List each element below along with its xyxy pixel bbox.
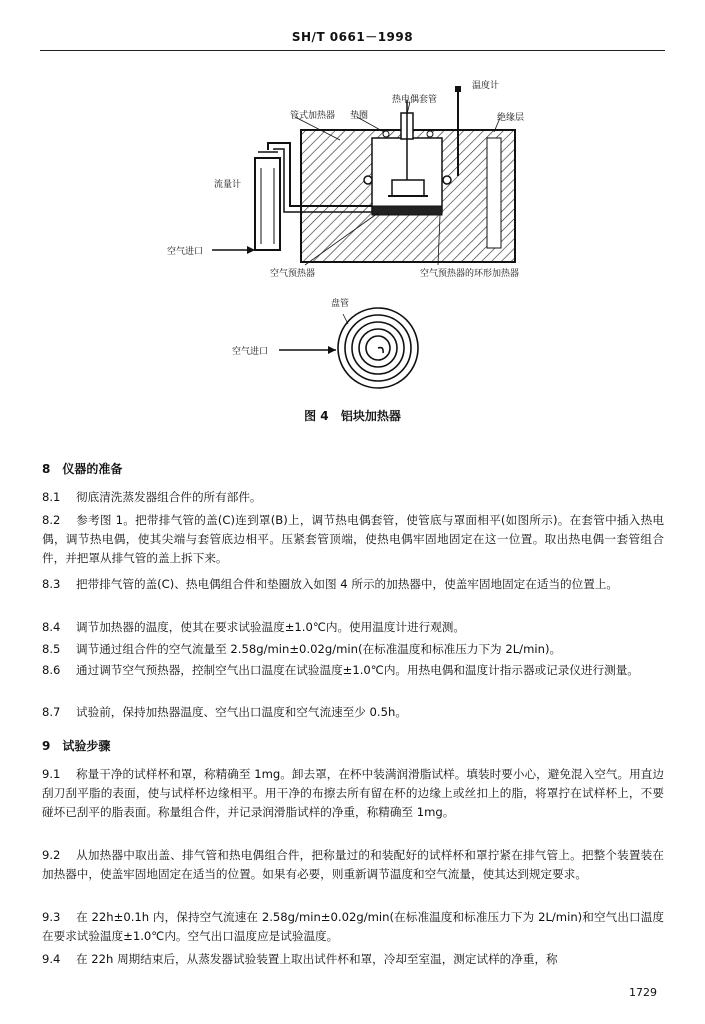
para-8-2: 8.2 参考图 1。把带排气管的盖(C)连到罩(B)上，调节热电偶套管，使管底与罩面相平(如图所示)。在套管中插入热电偶，调节热电偶，使其尖端与套管底边相平。压紧套管顶端，使热电偶牢固地固定在这一位置。取出热电偶一套管组合件，并把罩从排气管的盖上拆下来。	[42, 513, 664, 565]
label-insulation: 绝缘层	[497, 113, 525, 123]
label-thermometer: 温度计	[472, 81, 500, 91]
label-thermocouple-sleeve: 热电偶套管	[392, 95, 438, 105]
flowmeter	[255, 158, 280, 250]
para-8-4: 8.4 调节加热器的温度，使其在要求试验温度±1.0℃内。使用温度计进行观测。	[42, 620, 465, 634]
caption-number: 图 4	[304, 409, 329, 423]
section-9-title: 9 试验步骤	[42, 739, 111, 753]
aluminum-block-heater-figure	[0, 0, 705, 420]
para-9-1: 9.1 称量干净的试样杯和罩，称精确至 1mg。卸去罩，在杯中装满润滑脂试样。填装时要小心，避免混入空气。用直边刮刀刮平脂的表面，使与试样杯边缘相平。用干净的布擦去所有留在杯的边缘上或丝扣上的脂，将罩拧在试样杯上，不要碰坏已刮平的脂表面。称量组合件，并记录润滑脂试样的净重，称精确至 1mg。	[42, 767, 664, 819]
figure-caption	[0, 407, 705, 424]
para-9-2: 9.2 从加热器中取出盖、排气管和热电偶组合件，把称量过的和装配好的试样杯和罩拧紧在排气管上。把整个装置装在加热器中，使盖牢固地固定在适当的位置。如果有必要，则重新调节温度和空气流量，使其达到规定要求。	[42, 848, 664, 881]
page-header: SH/T 0661－1998	[291, 30, 414, 44]
page-number: 1729	[629, 986, 657, 999]
label-coil: 盘管	[331, 299, 350, 309]
label-air-inlet-2: 空气进口	[232, 347, 269, 357]
para-9-3: 9.3 在 22h±0.1h 内，保持空气流速在 2.58g/min±0.02g/min(在标准温度和标准压力下为 2L/min)和空气出口温度在要求试验温度±1.0℃内。空气出口温度应是试验温度。	[42, 910, 664, 943]
label-air-preheater: 空气预热器	[270, 269, 316, 279]
section-8-title: 8 仪器的准备	[42, 462, 123, 476]
label-air-inlet: 空气进口	[167, 247, 204, 257]
para-9-4: 9.4 在 22h 周期结束后，从蒸发器试验装置上取出试件杯和罩，冷却至室温，测定试样的净重，称	[42, 952, 558, 966]
heater-diagram	[0, 0, 705, 420]
insulation-layer	[487, 138, 501, 248]
para-8-6: 8.6 通过调节空气预热器，控制空气出口温度在试验温度±1.0℃内。用热电偶和温度计指示器或记录仪进行测量。	[42, 663, 639, 677]
label-gasket: 垫圈	[350, 111, 369, 121]
caption-title: 铝块加热器	[340, 409, 401, 423]
label-tube-heater: 管式加热器	[290, 111, 336, 121]
air-preheater	[372, 206, 442, 215]
para-8-3: 8.3 把带排气管的盖(C)、热电偶组合件和垫圈放入如图 4 所示的加热器中，使盖牢固地固定在适当的位置上。	[42, 577, 619, 591]
para-8-7: 8.7 试验前，保持加热器温度、空气出口温度和空气流速至少 0.5h。	[42, 705, 407, 719]
para-8-5: 8.5 调节通过组合件的空气流量至 2.58g/min±0.02g/min(在标准温度和标准压力下为 2L/min)。	[42, 642, 562, 656]
sample-cup	[392, 180, 424, 196]
para-8-1: 8.1 彻底清洗蒸发器组合件的所有部件。	[42, 490, 262, 504]
spiral-coil	[338, 308, 418, 388]
label-ring-heater: 空气预热器的环形加热器	[420, 269, 520, 279]
label-flowmeter: 流量计	[214, 180, 242, 190]
